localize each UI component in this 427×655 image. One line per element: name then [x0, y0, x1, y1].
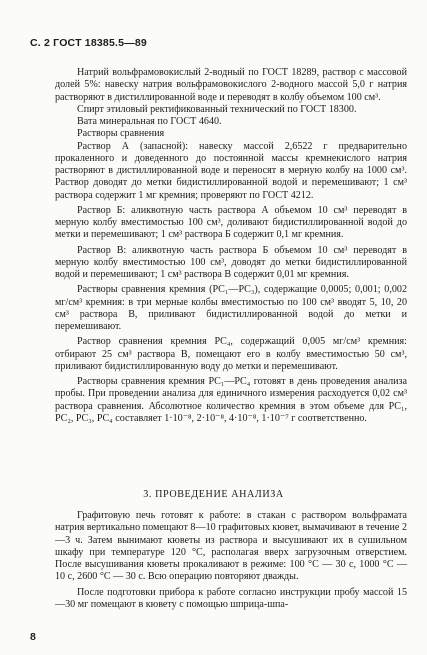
paragraph-mineral-wool: Вата минеральная по ГОСТ 4640. [77, 116, 222, 127]
page-header: С. 2 ГОСТ 18385.5—89 [30, 37, 147, 49]
paragraph-rc4: Раствор сравнения кремния PC₄, содержащий 0,005 мг/см³ кремния: отбирают 25 см³ раствора В, помещают его в колбу вместимостью 50 см³, приливают бидистиллированную воду до метки и перемешивают. [55, 336, 407, 372]
page-number: 8 [30, 631, 36, 643]
paragraph-reference-solutions-heading: Растворы сравнения [77, 128, 165, 140]
paragraph-sodium-tungstate: Натрий вольфрамовокислый 2-водный по ГОСТ 18289, раствор с массовой долей 5%: навеску натрия вольфрамовокислого 2-водного массой 5,0 г натрия растворяют в дистиллированной воде и переводят в колбу объемом 100 см³. [55, 67, 407, 103]
paragraph-rc1-rc3: Растворы сравнения кремния (PC₁—PC₃), содержащие 0,0005; 0,001; 0,002 мг/см³ кремния: в три мерные колбы вместимостью по 100 см³ вводят 5, 10, 20 см³ раствора В, приливают бидистиллированной водой до метки и перемешивают. [55, 284, 407, 332]
analysis-text-block [55, 510, 407, 611]
paragraph-solution-a: Раствор А (запасной): навеску массой 2,6522 г предварительно прокаленного и доведенного до постоянной массы кремнекислого натрия растворяют в дистиллированной воде и переносят в мерную колбу на 1000 см³. Раствор доводят до метки бидистиллированной водой и перемешивают; 1 см³ раствора содержит 1 мг кремния; проверяют по ГОСТ 4212. [55, 140, 407, 201]
paragraph-sample-loading: После подготовки прибора к работе согласно инструкции пробу массой 15—30 мг помещают в кювету с помощью шприца-шпа- [55, 586, 407, 610]
paragraph-furnace-preparation: Графитовую печь готовят к работе: в стакан с раствором вольфрамата натрия вертикально помещают 8—10 графитовых кювет, вымачивают в течение 2—3 ч. Затем вынимают кюветы из раствора и высушивают их в сушильном шкафу при температуре 120 °С, располагая вверх загрузочным отверстием. После высушивания кюветы прокаливают в режиме: 100 °С — 30 с, 1000 °С — 10 с, 2600 °С — 30 с. Всю операцию повторяют дважды. [55, 510, 407, 583]
paragraph-ethyl-alcohol: Спирт этиловый ректификованный технический по ГОСТ 18300. [77, 103, 357, 115]
section-title: 3. ПРОВЕДЕНИЕ АНАЛИЗА [143, 489, 284, 500]
paragraph-solution-v: Раствор В: аликвотную часть раствора Б объемом 10 см³ переводят в мерную колбу вместимостью 100 см³, доводят до метки бидистиллированной водой и перемешивают; 1 см³ раствора В содержит 0,01 мг кремния. [55, 244, 407, 280]
reagents-text-block [55, 67, 407, 425]
paragraph-rc-preparation: Растворы сравнения кремния PC₁—PC₄ готовят в день проведения анализа пробы. При проведении анализа для единичного измерения расходуется 0,02 см³ раствора сравнения. Абсолютное количество кремния в этом объеме для PC₁, PC₂, PC₃, PC₄ составляет 1·10⁻⁸, 2·10⁻⁸, 4·10⁻⁸, 1·10⁻⁷ г соответственно. [55, 376, 407, 424]
paragraph-solution-b: Раствор Б: аликвотную часть раствора А объемом 10 см³ переводят в мерную колбу вместимостью 100 см³, доливают бидистиллированной водой до метки и перемешивают; 1 см³ раствора Б содержит 0,1 мг кремния. [55, 204, 407, 241]
